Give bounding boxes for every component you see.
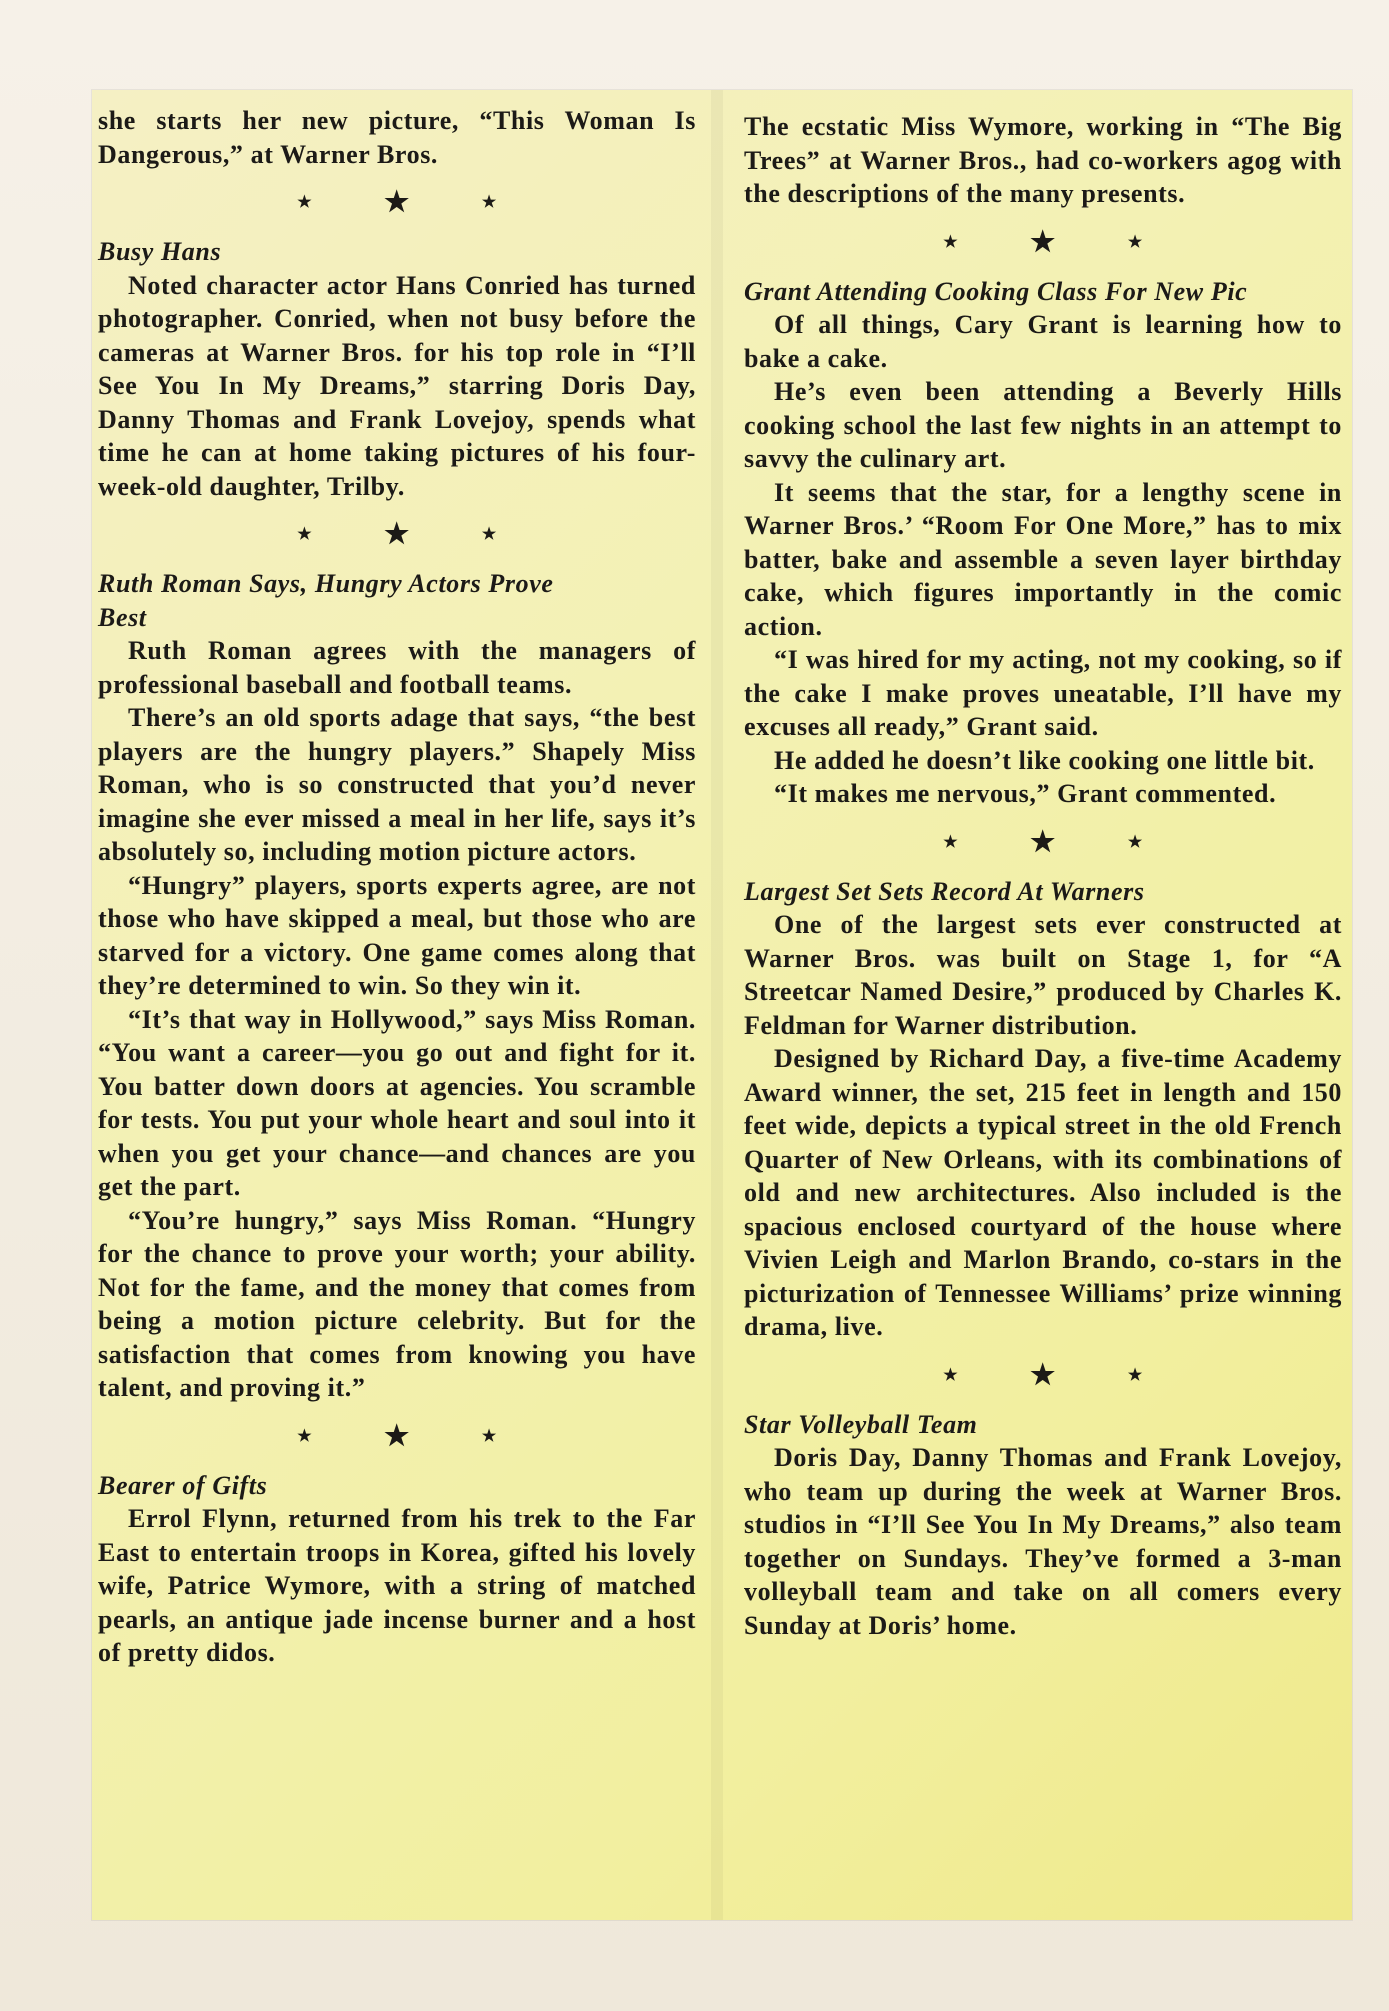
right-column bbox=[744, 110, 1342, 1642]
large-star-icon: ★ bbox=[1030, 226, 1056, 258]
small-star-icon: ★ bbox=[1127, 233, 1143, 251]
article-busy-hans bbox=[98, 235, 696, 503]
article-paragraph: Noted character actor Hans Conried has turned photographer. Conried, when not busy before the cameras at Warner Bros. for his top role in “I’ll See You In My Dreams,” starring Doris Day, Danny Thomas and Frank Lovejoy, spends what time he can at home taking pictures of his four-week-old daughter, Trilby. bbox=[98, 270, 696, 501]
article-paragraph: He added he doesn’t like cooking one little bit. bbox=[774, 745, 1315, 775]
article-volleyball-team bbox=[744, 1408, 1342, 1643]
small-star-icon: ★ bbox=[943, 1366, 959, 1384]
article-paragraph: There’s an old sports adage that says, “the best players are the hungry players.” Shapely Miss Roman, who is so constructed that you’d never imagine she ever missed a meal in her life, says it’s absolutely so, including motion picture actors. bbox=[98, 703, 696, 866]
article-ruth-roman bbox=[98, 567, 696, 1405]
intro-paragraph: she starts her new picture, “This Woman Is Dangerous,” at Warner Bros. bbox=[98, 106, 696, 169]
article-paragraph: “It’s that way in Hollywood,” says Miss Roman. “You want a career—you go out and fight for it. You batter down doors at agencies. You scramble for tests. You put your whole heart and soul into it when you get your chance—and chances are you get the part. bbox=[98, 1004, 696, 1201]
small-star-icon: ★ bbox=[481, 1427, 497, 1445]
article-title: Largest Set Sets Record At Warners bbox=[744, 876, 1145, 906]
large-star-icon: ★ bbox=[1030, 826, 1056, 858]
star-divider bbox=[98, 503, 696, 567]
article-grant-cooking bbox=[744, 275, 1342, 811]
article-paragraph: “It makes me nervous,” Grant commented. bbox=[774, 779, 1277, 808]
star-divider bbox=[98, 1405, 696, 1469]
star-divider bbox=[98, 171, 696, 235]
small-star-icon: ★ bbox=[297, 1427, 313, 1445]
large-star-icon: ★ bbox=[1030, 1359, 1056, 1391]
article-paragraph: It seems that the star, for a lengthy scene in Warner Bros.’ “Room For One More,” has to mix batter, bake and assemble a seven layer birthday cake, which figures importantly in the comic action. bbox=[744, 477, 1342, 641]
small-star-icon: ★ bbox=[481, 194, 497, 211]
small-star-icon: ★ bbox=[1127, 833, 1143, 851]
article-paragraph: “You’re hungry,” says Miss Roman. “Hungry for the chance to prove your worth; your ability. Not for the fame, and the money that comes from being a motion picture celebrity. But for the satisfaction that comes from knowing you have talent, and proving it.” bbox=[98, 1205, 696, 1402]
small-star-icon: ★ bbox=[481, 526, 497, 543]
article-title: Busy Hans bbox=[98, 237, 222, 266]
small-star-icon: ★ bbox=[297, 194, 313, 211]
article-title: Star Volleyball Team bbox=[744, 1409, 978, 1439]
article-paragraph: Doris Day, Danny Thomas and Frank Lovejoy, who team up during the week at Warner Bros. studios in “I’ll See You In My Dreams,” also team together on Sundays. They’ve formed a 3-man volleyball team and take on all comers every Sunday at Doris’ home. bbox=[744, 1443, 1342, 1640]
star-divider bbox=[744, 811, 1342, 875]
article-paragraph: Errol Flynn, returned from his trek to the Far East to entertain troops in Korea, gifted his lovely wife, Patrice Wymore, with a string of matched pearls, an antique jade incense burner and a host of pretty didos. bbox=[98, 1504, 696, 1667]
article-title: Grant Attending Cooking Class For New Pic bbox=[744, 276, 1248, 306]
small-star-icon: ★ bbox=[943, 833, 959, 851]
article-paragraph: Ruth Roman agrees with the managers of professional baseball and football teams. bbox=[98, 636, 696, 699]
large-star-icon: ★ bbox=[384, 1420, 410, 1452]
article-paragraph: Designed by Richard Day, a five-time Academy Award winner, the set, 215 feet in length and 150 feet wide, depicts a typical street in the old French Quarter of New Orleans, with its combinations of old and new architectures. Also included is the spacious enclosed courtyard of the house where Vivien Leigh and Marlon Brando, co-stars in the picturization of Tennessee Williams’ prize winning drama, live. bbox=[744, 1044, 1342, 1341]
left-column bbox=[98, 104, 696, 1670]
article-paragraph: He’s even been attending a Beverly Hills cooking school the last few nights in an attempt to savvy the culinary art. bbox=[744, 377, 1342, 473]
article-paragraph: “I was hired for my acting, not my cooking, so if the cake I make proves uneatable, I’ll have my excuses all ready,” Grant said. bbox=[744, 645, 1342, 741]
small-star-icon: ★ bbox=[943, 233, 959, 251]
column-gutter bbox=[711, 90, 723, 1920]
small-star-icon: ★ bbox=[1127, 1366, 1143, 1384]
article-paragraph: “Hungry” players, sports experts agree, are not those who have skipped a meal, but those who are starved for a victory. One game comes along that they’re determined to win. So they win it. bbox=[98, 870, 696, 1000]
article-paragraph: One of the largest sets ever constructed at Warner Bros. was built on Stage 1, for “A Streetcar Named Desire,” produced by Charles K. Feldman for Warner distribution. bbox=[744, 910, 1342, 1040]
article-paragraph: Of all things, Cary Grant is learning how to bake a cake. bbox=[744, 310, 1342, 373]
article-title: Ruth Roman Says, Hungry Actors Prove Best bbox=[98, 569, 554, 632]
large-star-icon: ★ bbox=[384, 187, 410, 218]
intro-paragraph: The ecstatic Miss Wymore, working in “The Big Trees” at Warner Bros., had co-workers agog with the descriptions of the many presents. bbox=[744, 112, 1342, 208]
article-largest-set bbox=[744, 875, 1342, 1344]
article-bearer-of-gifts bbox=[98, 1469, 696, 1670]
small-star-icon: ★ bbox=[297, 526, 313, 543]
star-divider bbox=[744, 1344, 1342, 1408]
article-title: Bearer of Gifts bbox=[98, 1470, 268, 1500]
large-star-icon: ★ bbox=[384, 519, 410, 550]
star-divider bbox=[744, 211, 1342, 275]
